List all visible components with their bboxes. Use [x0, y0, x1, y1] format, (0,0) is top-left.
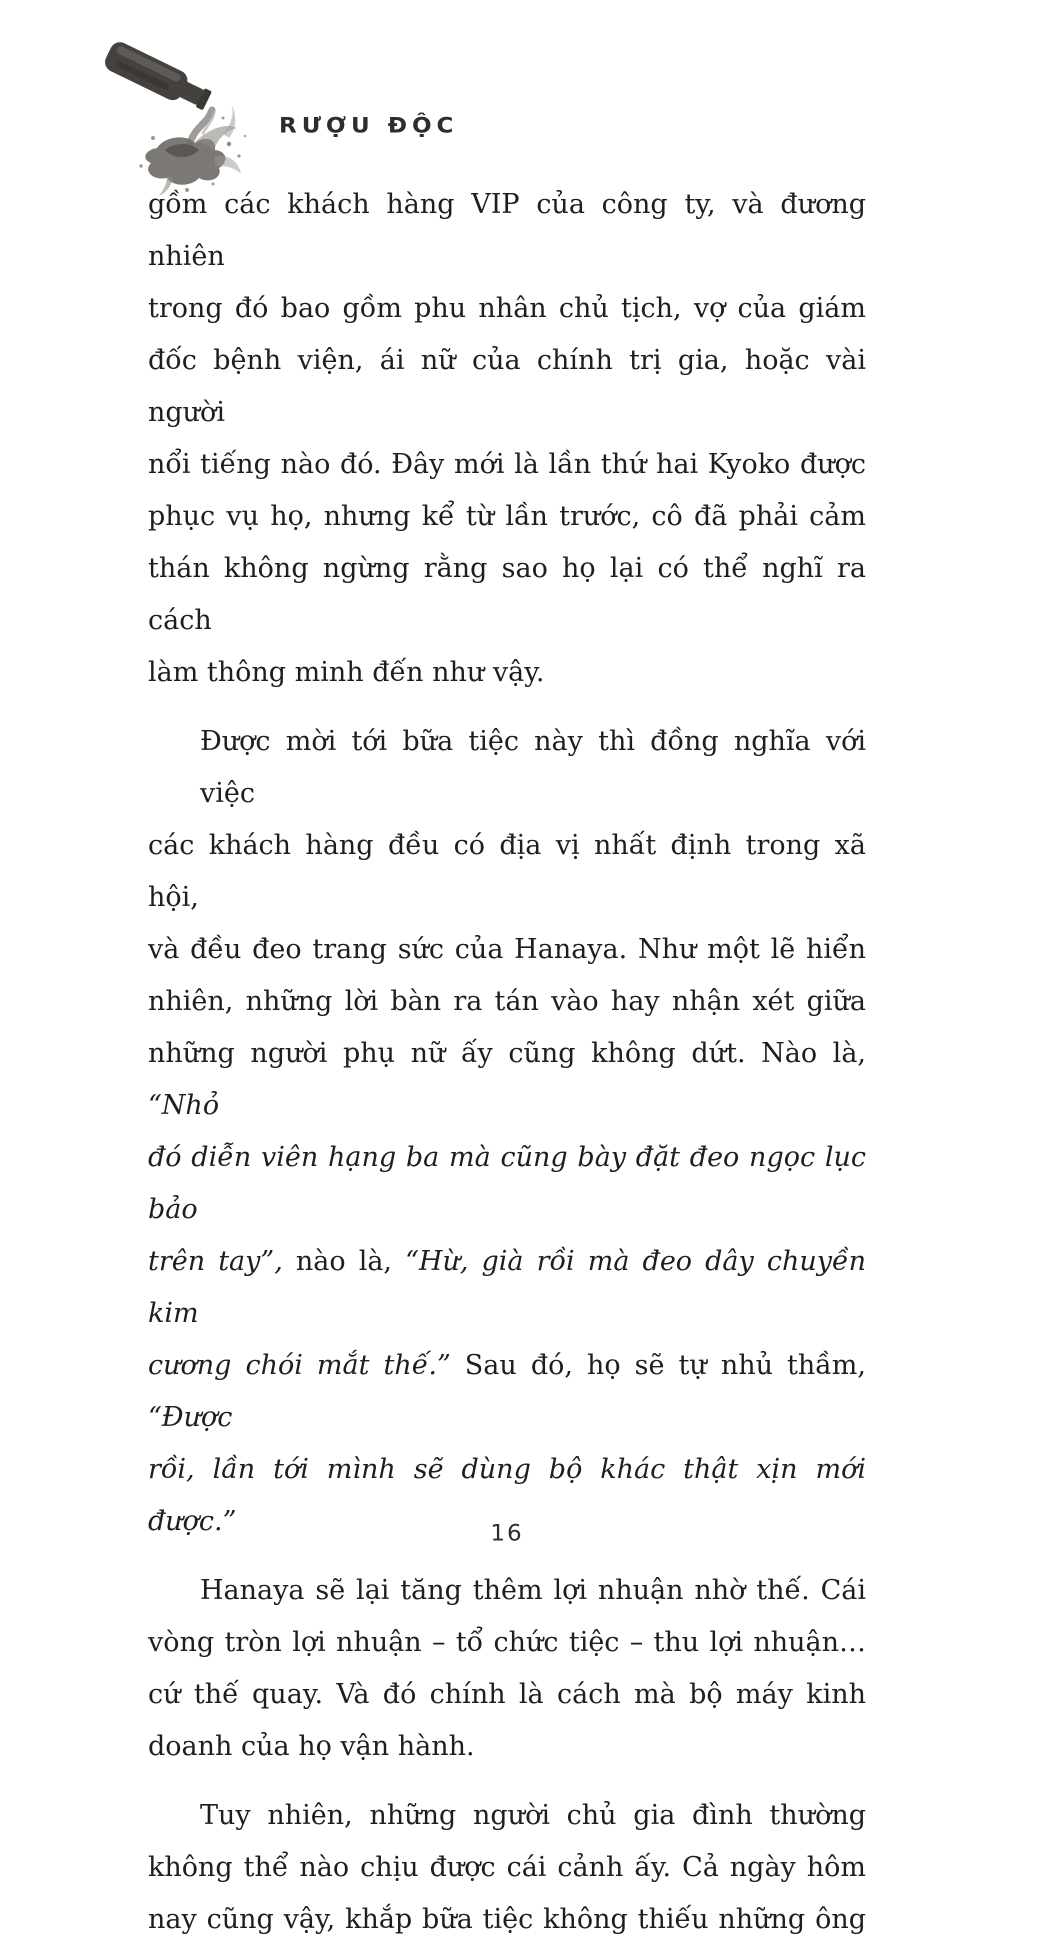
paragraph — [148, 1565, 866, 1773]
body-text: Hanaya sẽ lại tăng thêm lợi nhuận nhờ thế. Cái — [200, 1575, 866, 1606]
text-line — [148, 439, 866, 491]
text-line — [148, 1236, 866, 1340]
text-line — [148, 820, 866, 924]
text-line — [148, 1790, 866, 1842]
paragraph — [148, 716, 866, 1548]
bottle-shape — [102, 39, 214, 115]
body-text: đốc bệnh viện, ái nữ của chính trị gia, hoặc vài người — [148, 345, 866, 428]
text-line — [148, 976, 866, 1028]
text-line — [148, 1669, 866, 1721]
body-text: Sau đó, họ sẽ tự nhủ thầm, — [464, 1350, 866, 1381]
body-text: Tuy nhiên, những người chủ gia đình thường — [200, 1800, 866, 1831]
ink-bottle-pouring-icon — [95, 38, 265, 188]
body-text: không thể nào chịu được cái cảnh ấy. Cả ngày hôm — [148, 1852, 866, 1883]
italic-text: cương chói mắt thế.” — [148, 1350, 465, 1381]
body-text: và đều đeo trang sức của Hanaya. Như một lẽ hiển — [148, 934, 866, 965]
body-text: Được mời tới bữa tiệc này thì đồng nghĩa với việc — [200, 726, 866, 809]
text-line — [148, 1721, 866, 1773]
paragraph — [148, 179, 866, 699]
italic-text: đó diễn viên hạng ba mà cũng bày đặt đeo ngọc lục bảo — [148, 1142, 866, 1225]
body-text: những người phụ nữ ấy cũng không dứt. Nào là, — [148, 1038, 866, 1069]
text-line — [148, 1028, 866, 1132]
text-content — [148, 179, 866, 1946]
text-line — [148, 543, 866, 647]
text-line — [148, 1565, 866, 1617]
body-text: doanh của họ vận hành. — [148, 1731, 475, 1762]
body-text: nổi tiếng nào đó. Đây mới là lần thứ hai Kyoko được — [148, 449, 866, 480]
body-text: thán không ngừng rằng sao họ lại có thể nghĩ ra cách — [148, 553, 866, 636]
body-text: làm thông minh đến như vậy. — [148, 657, 545, 688]
body-text: trong đó bao gồm phu nhân chủ tịch, vợ của giám — [148, 293, 866, 324]
italic-text: “Được — [148, 1402, 233, 1433]
body-text: các khách hàng đều có địa vị nhất định trong xã hội, — [148, 830, 866, 913]
text-line — [148, 491, 866, 543]
body-text: phục vụ họ, nhưng kể từ lần trước, cô đã phải cảm — [148, 501, 866, 532]
italic-text: “Hừ, già rồi mà đeo dây chuyền kim — [148, 1246, 866, 1329]
body-text: nào là, — [282, 1246, 406, 1277]
text-line — [148, 179, 866, 283]
text-line — [148, 716, 866, 820]
text-line — [148, 647, 866, 699]
chapter-title: RƯỢU ĐỘC — [279, 113, 459, 139]
body-text: nhiên, những lời bàn ra tán vào hay nhận xét giữa — [148, 986, 866, 1017]
italic-text: rồi, lần tới mình sẽ dùng bộ khác thật xịn mới được.” — [148, 1454, 866, 1537]
text-line — [148, 1340, 866, 1444]
text-line — [148, 1894, 866, 1946]
body-text: nay cũng vậy, khắp bữa tiệc không thiếu những ông — [148, 1904, 866, 1935]
body-text: cứ thế quay. Và đó chính là cách mà bộ máy kinh — [148, 1679, 866, 1710]
text-line — [148, 924, 866, 976]
page-header — [95, 38, 458, 188]
body-text: gồm các khách hàng VIP của công ty, và đương nhiên — [148, 189, 866, 272]
text-line — [148, 1617, 866, 1669]
body-text: vòng tròn lợi nhuận – tổ chức tiệc – thu lợi nhuận… — [148, 1627, 866, 1658]
text-line — [148, 335, 866, 439]
page-number: 16 — [490, 1521, 524, 1547]
text-line — [148, 1132, 866, 1236]
italic-text: “Nhỏ — [148, 1090, 220, 1121]
text-line — [148, 283, 866, 335]
italic-text: trên tay”, — [148, 1246, 283, 1277]
paragraph — [148, 1790, 866, 1946]
text-line — [148, 1842, 866, 1894]
